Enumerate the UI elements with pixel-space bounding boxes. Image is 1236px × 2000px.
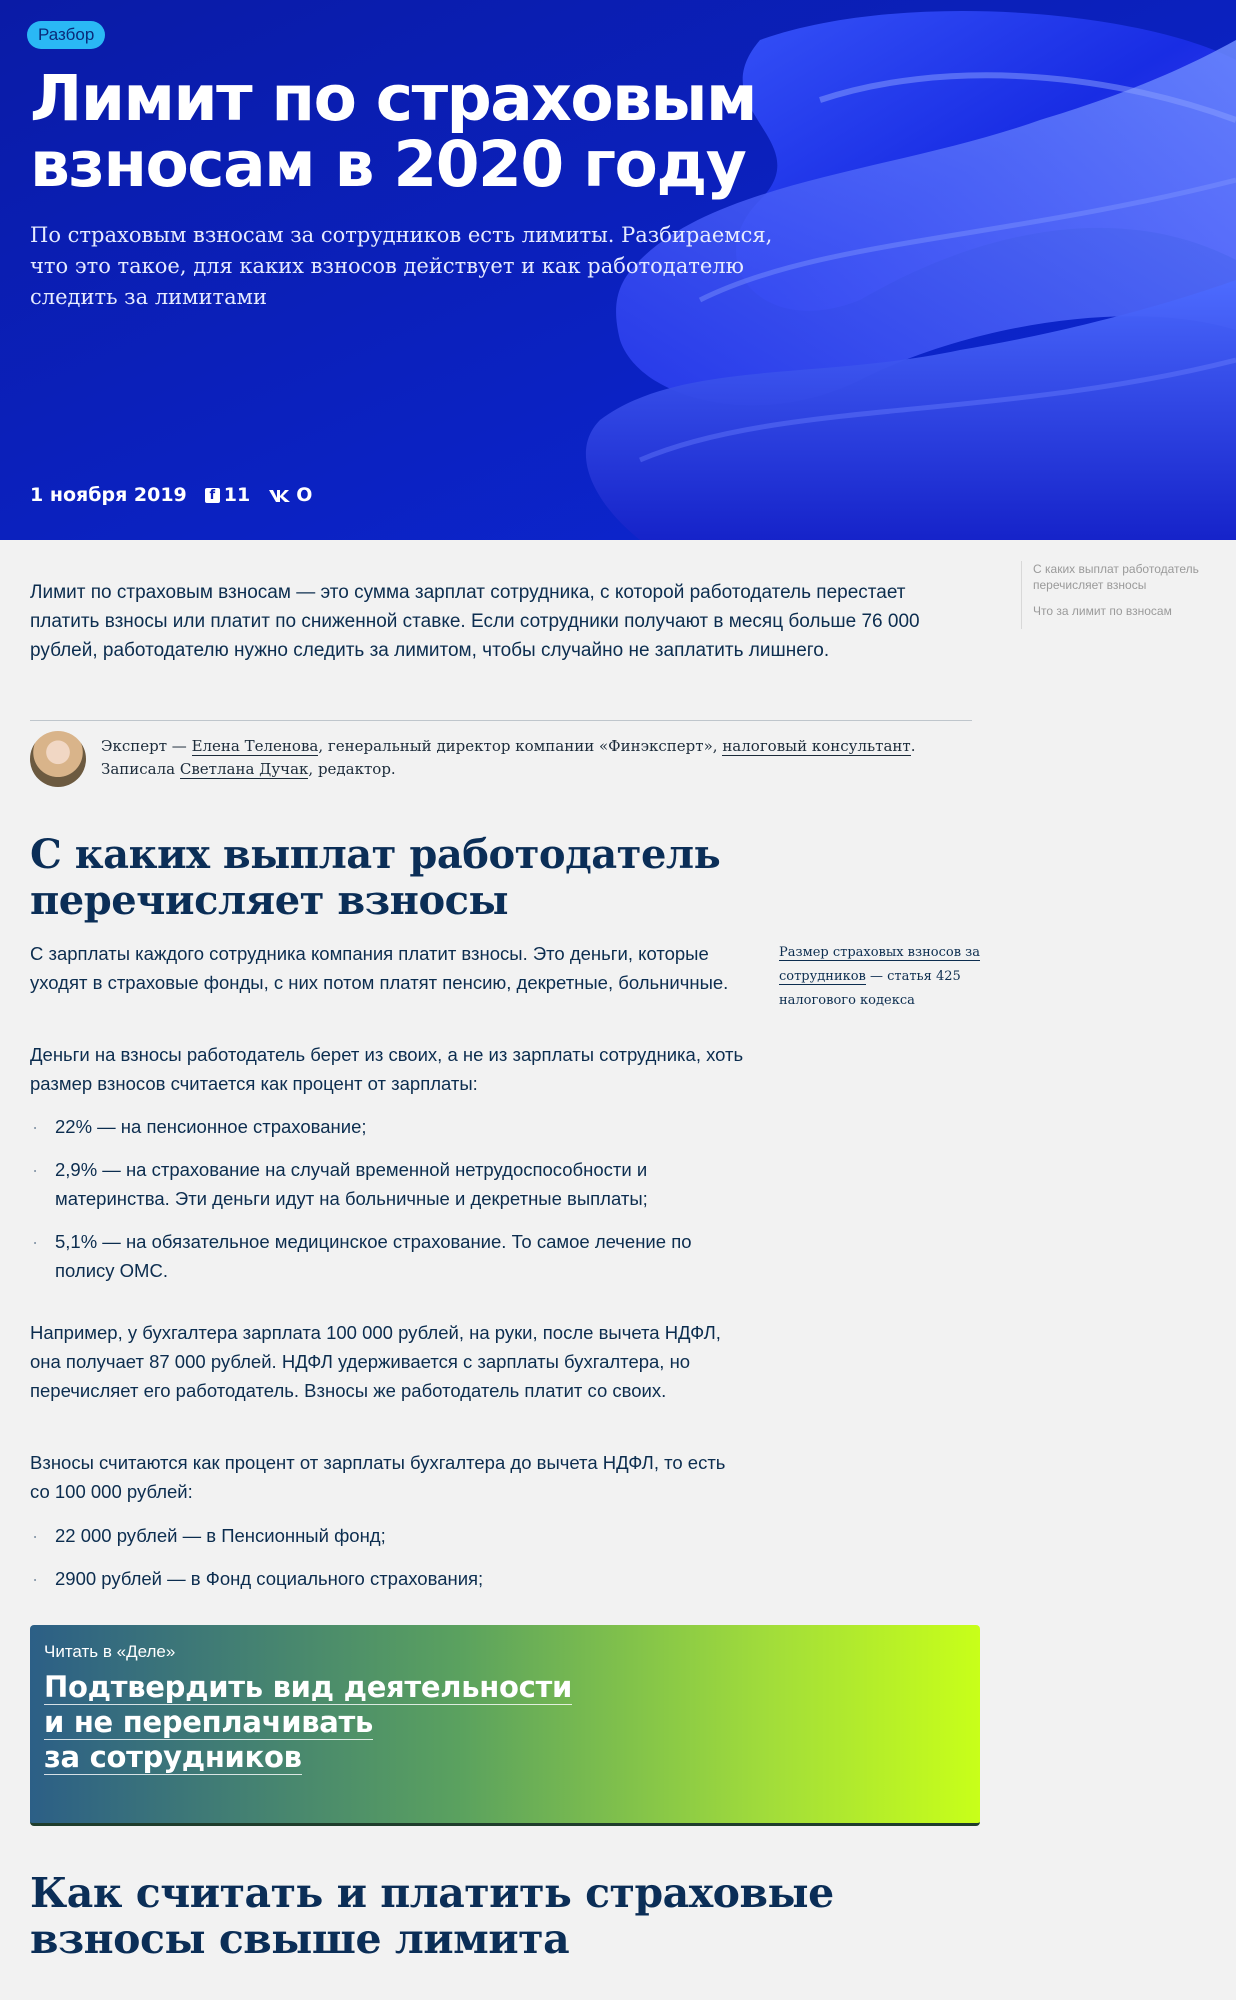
vk-count: О (296, 484, 313, 506)
promo-label: Читать в «Деле» (44, 1642, 176, 1661)
expert-prefix: Эксперт — (101, 737, 192, 755)
expert-block (30, 731, 970, 791)
sidenote-link[interactable]: Размер страховых взносов за сотрудников (779, 945, 980, 984)
editor-name-link[interactable]: Светлана Дучак (179, 760, 309, 778)
section-heading-above-limit: Как считать и платить страховые взносы свыше лимита (30, 1869, 834, 1963)
vk-icon (268, 488, 292, 503)
category-tag[interactable]: Разбор (27, 21, 105, 49)
vk-share[interactable] (268, 484, 312, 506)
facebook-icon: f (205, 488, 220, 503)
page-title: Лимит по страховым взносам в 2020 году (30, 62, 757, 201)
article-lead: По страховым взносам за сотрудников есть лимиты. Разбираемся, что это такое, для каких взносов действует и как работодателю следить за лимитами (30, 223, 773, 309)
expert-dot: . (910, 737, 916, 755)
divider (30, 720, 972, 721)
hero-banner (0, 0, 1236, 540)
publish-date: 1 ноября 2019 (30, 484, 187, 506)
promo-title-line: за сотрудников (44, 1740, 302, 1774)
facebook-share[interactable] (205, 484, 250, 506)
sidenote-text: — статья 425 налогового кодекса (779, 969, 961, 1008)
list-item: · 2900 рублей — в Фонд социального страхования; (30, 1564, 750, 1593)
table-of-contents (1021, 561, 1211, 629)
list-item: · 22 000 рублей — в Пенсионный фонд; (30, 1521, 750, 1550)
expert-credits (101, 735, 961, 781)
paragraph: Деньги на взносы работодатель берет из своих, а не из зарплаты сотрудника, хоть размер взносов считается как процент от зарплаты: (30, 1044, 744, 1094)
facebook-count: 11 (223, 484, 251, 506)
paragraph: Взносы считаются как процент от зарплаты бухгалтера до вычета НДФЛ, то есть со 100 000 рублей: (30, 1452, 726, 1502)
expert-name-link[interactable]: Елена Теленова (191, 737, 319, 755)
list-item: · 5,1% — на обязательное медицинское страхование. То самое лечение по полису ОМС. (30, 1227, 750, 1285)
expert-avatar (30, 731, 86, 787)
intro-paragraph: Лимит по страховым взносам — это сумма зарплат сотрудника, с которой работодатель перестает платить взносы или платит по сниженной ставке. Если сотрудники получают в месяц больше 76 000 рублей, работодателю нужно следить за лимитом, чтобы случайно не заплатить лишнего. (30, 582, 920, 661)
toc-item-payments[interactable]: С каких выплат работодатель перечисляет взносы (1033, 562, 1199, 592)
article-meta (30, 484, 312, 506)
editor-suffix: , редактор. (308, 760, 396, 778)
related-article-card[interactable] (30, 1625, 980, 1826)
paragraph: Например, у бухгалтера зарплата 100 000 рублей, на руки, после вычета НДФЛ, она получает 87 000 рублей. НДФЛ удерживается с зарплаты бухгалтера, но перечисляет его работодатель. Взносы же работодатель платит со своих. (30, 1322, 721, 1401)
sidenote (779, 941, 999, 1013)
expert-role-link[interactable]: налоговый консультант (722, 737, 911, 755)
expert-role: , генеральный директор компании «Финэксперт», (318, 737, 723, 755)
promo-title-line: Подтвердить вид деятельности (44, 1670, 573, 1704)
promo-title-line: и не переплачивать (44, 1705, 374, 1739)
editor-prefix: Записала (101, 760, 180, 778)
rates-list (30, 1112, 750, 1299)
list-item: · 22% — на пенсионное страхование; (30, 1112, 750, 1141)
toc-item-limit[interactable]: Что за лимит по взносам (1033, 604, 1172, 618)
paragraph: С зарплаты каждого сотрудника компания платит взносы. Это деньги, которые уходят в страховые фонды, с них потом платят пенсию, декретные, больничные. (30, 943, 729, 993)
list-item: · 2,9% — на страхование на случай временной нетрудоспособности и материнства. Эти деньги идут на больничные и декретные выплаты; (30, 1155, 750, 1213)
example-list (30, 1521, 750, 1607)
promo-title (44, 1670, 644, 1775)
section-heading-payments: С каких выплат работодатель перечисляет взносы (30, 831, 721, 924)
